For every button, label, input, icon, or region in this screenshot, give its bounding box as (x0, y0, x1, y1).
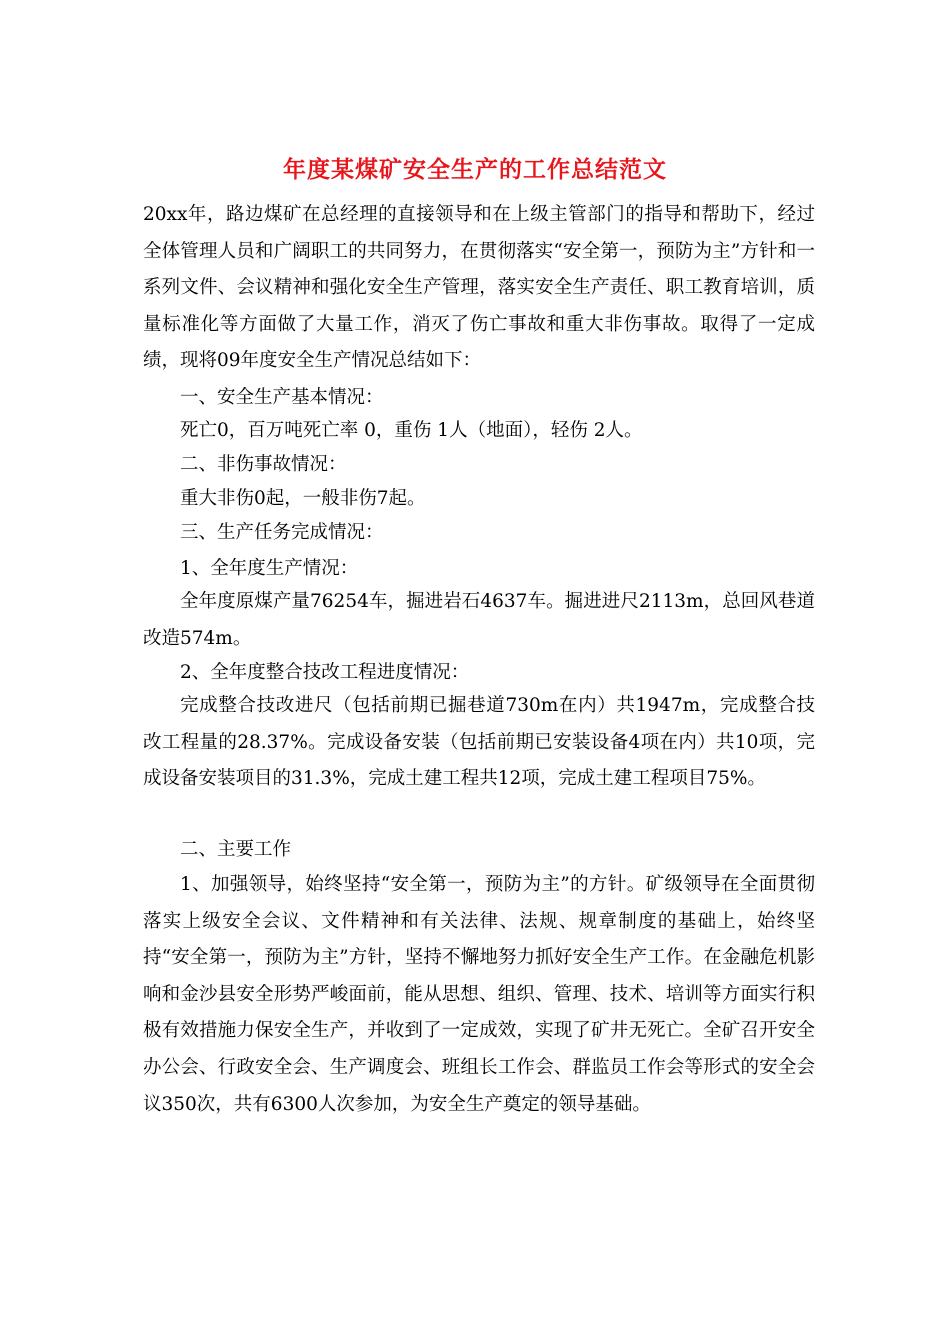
sub1-body: 全年度原煤产量76254车，掘进岩石4637车。掘进进尺2113m，总回风巷道改造574m。 (143, 591, 815, 649)
sub2-heading: 2、全年度整合技改工程进度情况： (180, 662, 470, 683)
main-work-body: 1、加强领导，始终坚持“安全第一，预防为主”的方针。矿级领导在全面贯彻落实上级安全会议、文件精神和有关法律、法规、规章制度的基础上，始终坚持“安全第一，预防为主”方针，坚持不懈地努力抓好安全生产工作。在金融危机影响和金沙县安全形势严峻面前，能从思想、组织、管理、技术、培训等方面实行积极有效措施力保安全生产，并收到了一定成效，实现了矿井无死亡。全矿召开安全办公会、行政安全会、生产调度会、班组长工作会、群监员工作会等形式的安全会议350次，共有6300人次参加，为安全生产奠定的领导基础。 (143, 874, 815, 1115)
section1-heading: 一、安全生产基本情况： (180, 387, 384, 408)
sub2-body: 完成整合技改进尺（包括前期已掘巷道730m在内）共1947m，完成整合技改工程量的28.37%。完成设备安装（包括前期已安装设备4项在内）共10项，完成设备安装项目的31.3%，完成土建工程共12项，完成土建工程项目75%。 (143, 695, 815, 790)
section2-body: 重大非伤0起，一般非伤7起。 (180, 488, 426, 509)
sub1-heading: 1、全年度生产情况： (180, 558, 359, 579)
section3-heading: 三、生产任务完成情况： (180, 522, 384, 543)
document-title: 年度某煤矿安全生产的工作总结范文 (283, 156, 667, 183)
intro-paragraph: 20xx年，路边煤矿在总经理的直接领导和在上级主管部门的指导和帮助下，经过全体管理人员和广阔职工的共同努力，在贯彻落实“安全第一，预防为主”方针和一系列文件、会议精神和强化安全生产管理，落实安全生产责任、职工教育培训，质量标准化等方面做了大量工作，消灭了伤亡事故和重大非伤事故。取得了一定成绩，现将09年度安全生产情况总结如下： (143, 204, 815, 372)
main-work-heading: 二、主要工作 (180, 839, 292, 860)
section2-heading: 二、非伤事故情况： (180, 454, 347, 475)
section1-body: 死亡0，百万吨死亡率 0，重伤 1人（地面），轻伤 2人。 (180, 420, 643, 441)
